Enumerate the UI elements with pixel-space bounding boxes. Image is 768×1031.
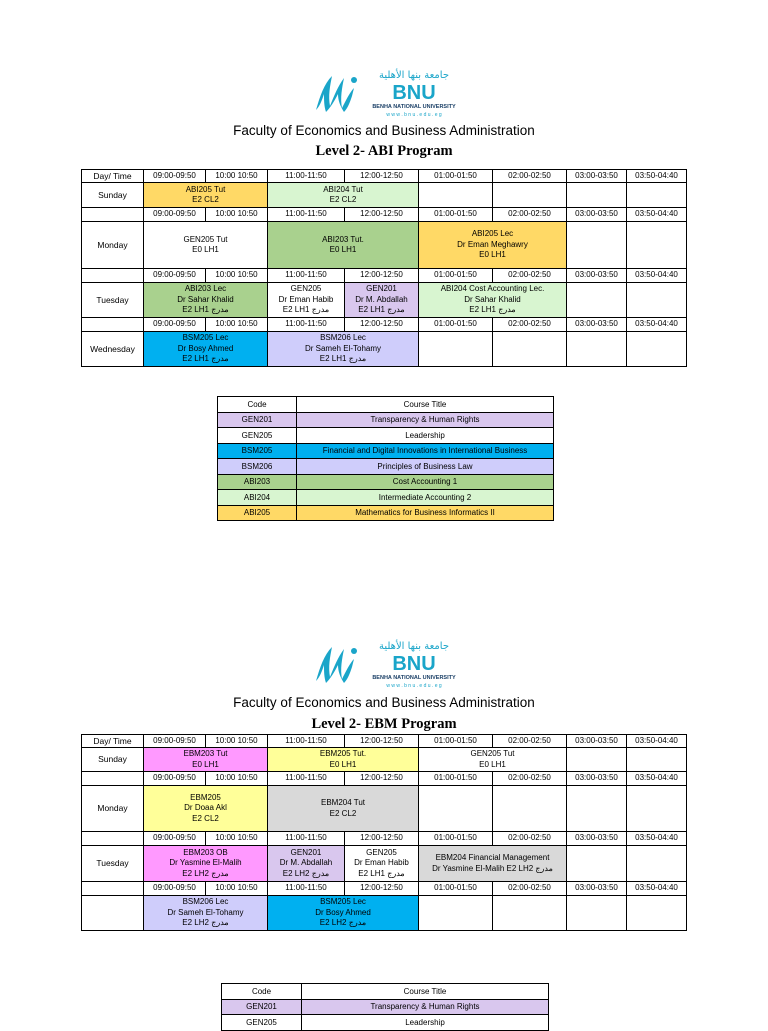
empty-cell: [567, 896, 627, 931]
time-slot: 01:00-01:50: [419, 832, 493, 846]
course-code: ABI204: [218, 490, 297, 506]
logo-full: BENHA NATIONAL UNIVERSITY: [372, 104, 456, 110]
empty-cell: [82, 269, 144, 283]
class-cell: BSM206 Lec Dr Sameh El-Tohamy E2 LH1 مدرج: [268, 332, 419, 367]
class-cell: EBM205 Dr Doaa Akl E2 CL2: [144, 786, 268, 832]
course-title: Leadership: [302, 1015, 549, 1031]
empty-cell: [627, 332, 687, 367]
course-title: Cost Accounting 1: [297, 474, 554, 490]
time-slot: 01:00-01:50: [419, 772, 493, 786]
class-cell: ABI205 Tut E2 CL2: [144, 183, 268, 208]
code-header: Code: [222, 984, 302, 1000]
empty-cell: [627, 846, 687, 882]
time-slot: 03:50-04:40: [627, 170, 687, 183]
course-title: Principles of Business Law: [297, 459, 554, 475]
empty-cell: [627, 896, 687, 931]
time-slot: 01:00-01:50: [419, 170, 493, 183]
logo-url: w w w . b n u . e d u . e g: [386, 112, 442, 118]
time-slot: 09:00-09:50: [144, 318, 206, 332]
time-slot: 01:00-01:50: [419, 269, 493, 283]
program-title: Level 2- ABI Program: [315, 143, 453, 159]
empty-cell: [627, 222, 687, 269]
course-code: GEN201: [222, 999, 302, 1015]
empty-cell: [82, 772, 144, 786]
empty-cell: [82, 896, 144, 931]
title-header: Course Title: [297, 397, 554, 413]
day-label: Wednesday: [82, 332, 144, 367]
class-cell: GEN205 Dr Eman Habib E2 LH1 مدرج: [345, 846, 419, 882]
time-slot: 11:00-11:50: [268, 269, 345, 283]
class-cell: GEN205 Dr Eman Habib E2 LH1 مدرج: [268, 283, 345, 318]
empty-cell: [567, 183, 627, 208]
ebm-timetable: [81, 734, 687, 931]
empty-cell: [419, 786, 493, 832]
logo-short: BNU: [392, 653, 436, 675]
empty-cell: [567, 846, 627, 882]
empty-cell: [493, 183, 567, 208]
time-slot: 03:50-04:40: [627, 772, 687, 786]
time-slot: 09:00-09:50: [144, 882, 206, 896]
class-cell: ABI203 Tut. E0 LH1: [268, 222, 419, 269]
class-cell: ABI204 Cost Accounting Lec. Dr Sahar Khalid E2 LH1 مدرج: [419, 283, 567, 318]
time-slot: 09:00-09:50: [144, 208, 206, 222]
time-slot: 12:00-12:50: [345, 832, 419, 846]
time-slot: 10:00 10:50: [206, 170, 268, 183]
empty-cell: [567, 222, 627, 269]
day-label: Sunday: [82, 748, 144, 772]
class-cell: GEN205 Tut E0 LH1: [144, 222, 268, 269]
time-slot: 09:00-09:50: [144, 269, 206, 283]
class-cell: EBM205 Tut. E0 LH1: [268, 748, 419, 772]
time-slot: 02:00-02:50: [493, 170, 567, 183]
time-slot: 02:00-02:50: [493, 772, 567, 786]
class-cell: BSM205 Lec Dr Bosy Ahmed E2 LH1 مدرج: [144, 332, 268, 367]
header-day-time: Day/ Time: [82, 735, 144, 748]
class-cell: GEN205 Tut E0 LH1: [419, 748, 567, 772]
time-slot: 03:00-03:50: [567, 170, 627, 183]
time-slot: 10:00 10:50: [206, 208, 268, 222]
logo-arabic: جامعة بنها الأهلية: [378, 70, 450, 81]
abi-timetable: [81, 169, 687, 367]
day-label: Monday: [82, 222, 144, 269]
time-slot: 02:00-02:50: [493, 318, 567, 332]
empty-cell: [82, 832, 144, 846]
time-slot: 10:00 10:50: [206, 832, 268, 846]
time-slot: 11:00-11:50: [268, 772, 345, 786]
time-slot: 03:00-03:50: [567, 882, 627, 896]
course-code: BSM206: [218, 459, 297, 475]
course-code: ABI203: [218, 474, 297, 490]
time-slot: 12:00-12:50: [345, 772, 419, 786]
time-slot: 10:00 10:50: [206, 772, 268, 786]
time-slot: 10:00 10:50: [206, 269, 268, 283]
class-cell: ABI205 Lec Dr Eman Meghawry E0 LH1: [419, 222, 567, 269]
time-slot: 02:00-02:50: [493, 832, 567, 846]
time-slot: 02:00-02:50: [493, 269, 567, 283]
empty-cell: [567, 332, 627, 367]
empty-cell: [82, 208, 144, 222]
university-logo: [310, 637, 470, 689]
logo-short: BNU: [392, 82, 436, 104]
time-slot: 11:00-11:50: [268, 832, 345, 846]
time-slot: 10:00 10:50: [206, 735, 268, 748]
ebm-course-codes-table: [221, 983, 549, 1031]
empty-cell: [567, 786, 627, 832]
class-cell: ABI204 Tut E2 CL2: [268, 183, 419, 208]
abi-course-codes-table: [217, 396, 554, 521]
course-code: BSM205: [218, 443, 297, 459]
empty-cell: [82, 318, 144, 332]
faculty-title: Faculty of Economics and Business Administration: [233, 695, 535, 710]
empty-cell: [493, 786, 567, 832]
time-slot: 09:00-09:50: [144, 772, 206, 786]
day-label: Tuesday: [82, 846, 144, 882]
empty-cell: [419, 183, 493, 208]
course-title: Transparency & Human Rights: [297, 412, 554, 428]
time-slot: 03:50-04:40: [627, 735, 687, 748]
time-slot: 01:00-01:50: [419, 318, 493, 332]
empty-cell: [627, 748, 687, 772]
time-slot: 09:00-09:50: [144, 832, 206, 846]
time-slot: 03:00-03:50: [567, 318, 627, 332]
day-label: Sunday: [82, 183, 144, 208]
time-slot: 02:00-02:50: [493, 882, 567, 896]
time-slot: 03:00-03:50: [567, 208, 627, 222]
time-slot: 10:00 10:50: [206, 882, 268, 896]
time-slot: 11:00-11:50: [268, 735, 345, 748]
time-slot: 12:00-12:50: [345, 208, 419, 222]
empty-cell: [493, 896, 567, 931]
empty-cell: [627, 283, 687, 318]
empty-cell: [567, 283, 627, 318]
class-cell: GEN201 Dr M. Abdallah E2 LH1 مدرج: [345, 283, 419, 318]
empty-cell: [82, 882, 144, 896]
time-slot: 03:50-04:40: [627, 208, 687, 222]
time-slot: 03:50-04:40: [627, 269, 687, 283]
program-title: Level 2- EBM Program: [311, 716, 457, 732]
time-slot: 03:00-03:50: [567, 735, 627, 748]
time-slot: 03:00-03:50: [567, 832, 627, 846]
university-logo: [310, 66, 470, 118]
time-slot: 11:00-11:50: [268, 208, 345, 222]
time-slot: 03:50-04:40: [627, 832, 687, 846]
time-slot: 11:00-11:50: [268, 882, 345, 896]
logo-arabic: جامعة بنها الأهلية: [378, 641, 450, 652]
time-slot: 02:00-02:50: [493, 735, 567, 748]
time-slot: 11:00-11:50: [268, 170, 345, 183]
class-cell: EBM203 Tut E0 LH1: [144, 748, 268, 772]
time-slot: 01:00-01:50: [419, 735, 493, 748]
class-cell: GEN201 Dr M. Abdallah E2 LH2 مدرج: [268, 846, 345, 882]
time-slot: 12:00-12:50: [345, 269, 419, 283]
day-label: Tuesday: [82, 283, 144, 318]
empty-cell: [567, 748, 627, 772]
class-cell: EBM203 OB Dr Yasmine El-Malih E2 LH2 مدرج: [144, 846, 268, 882]
time-slot: 03:00-03:50: [567, 269, 627, 283]
time-slot: 12:00-12:50: [345, 735, 419, 748]
header-day-time: Day/ Time: [82, 170, 144, 183]
logo-full: BENHA NATIONAL UNIVERSITY: [372, 675, 456, 681]
course-title: Financial and Digital Innovations in International Business: [297, 443, 554, 459]
empty-cell: [627, 183, 687, 208]
time-slot: 01:00-01:50: [419, 882, 493, 896]
course-title: Leadership: [297, 428, 554, 444]
time-slot: 09:00-09:50: [144, 170, 206, 183]
empty-cell: [493, 332, 567, 367]
time-slot: 01:00-01:50: [419, 208, 493, 222]
class-cell: EBM204 Financial Management Dr Yasmine El-Malih E2 LH2 مدرج: [419, 846, 567, 882]
title-header: Course Title: [302, 984, 549, 1000]
time-slot: 03:50-04:40: [627, 318, 687, 332]
class-cell: ABI203 Lec Dr Sahar Khalid E2 LH1 مدرج: [144, 283, 268, 318]
time-slot: 02:00-02:50: [493, 208, 567, 222]
time-slot: 03:50-04:40: [627, 882, 687, 896]
course-code: GEN205: [222, 1015, 302, 1031]
class-cell: EBM204 Tut E2 CL2: [268, 786, 419, 832]
empty-cell: [419, 896, 493, 931]
class-cell: BSM205 Lec Dr Bosy Ahmed E2 LH2 مدرج: [268, 896, 419, 931]
time-slot: 12:00-12:50: [345, 170, 419, 183]
time-slot: 03:00-03:50: [567, 772, 627, 786]
course-title: Mathematics for Business Informatics II: [297, 505, 554, 521]
empty-cell: [627, 786, 687, 832]
time-slot: 09:00-09:50: [144, 735, 206, 748]
course-title: Intermediate Accounting 2: [297, 490, 554, 506]
course-code: GEN201: [218, 412, 297, 428]
day-label: Monday: [82, 786, 144, 832]
empty-cell: [419, 332, 493, 367]
faculty-title: Faculty of Economics and Business Administration: [233, 123, 535, 138]
time-slot: 12:00-12:50: [345, 318, 419, 332]
time-slot: 11:00-11:50: [268, 318, 345, 332]
time-slot: 12:00-12:50: [345, 882, 419, 896]
code-header: Code: [218, 397, 297, 413]
course-code: GEN205: [218, 428, 297, 444]
course-code: ABI205: [218, 505, 297, 521]
time-slot: 10:00 10:50: [206, 318, 268, 332]
logo-url: w w w . b n u . e d u . e g: [386, 683, 442, 689]
course-title: Transparency & Human Rights: [302, 999, 549, 1015]
class-cell: BSM206 Lec Dr Sameh El-Tohamy E2 LH2 مدرج: [144, 896, 268, 931]
